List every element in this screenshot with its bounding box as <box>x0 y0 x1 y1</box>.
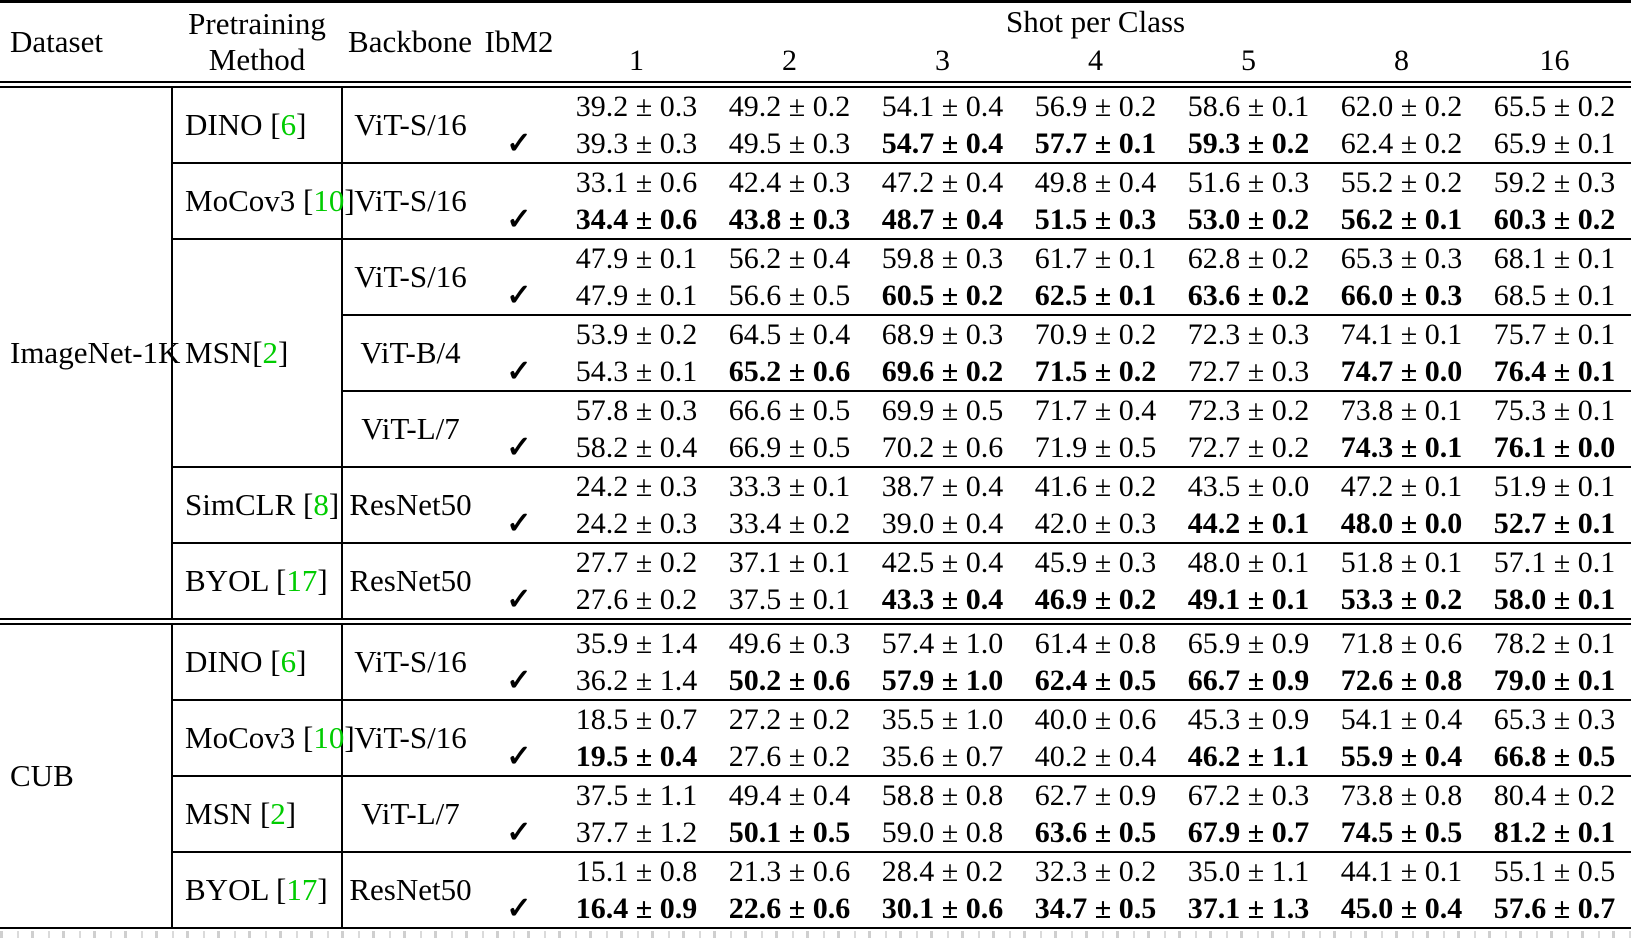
score-cell: 37.5 ± 1.1 <box>560 776 713 814</box>
score-cell: 58.2 ± 0.4 <box>575 430 698 464</box>
backbone-cell: ViT-L/7 <box>342 391 478 467</box>
method-label: MSN[ <box>185 335 263 370</box>
score-cell: 56.6 ± 0.5 <box>728 278 851 312</box>
shot-per-class-group-header: Shot per Class <box>1005 4 1186 39</box>
citation-number: 2 <box>270 796 286 831</box>
shot-count-header: 4 <box>1019 41 1172 85</box>
score-cell: 48.7 ± 0.4 <box>881 202 1004 236</box>
backbone-column-header: Backbone <box>348 24 472 59</box>
score-cell: 54.1 ± 0.4 <box>881 89 1004 123</box>
score-cell: 68.9 ± 0.3 <box>866 315 1019 353</box>
score-cell: 42.4 ± 0.3 <box>713 163 866 201</box>
score-cell: 56.9 ± 0.2 <box>1034 89 1157 123</box>
method-label: DINO [ <box>185 107 281 142</box>
clipped-caption-strip <box>0 931 1631 938</box>
dataset-cell: CUB <box>0 622 172 929</box>
score-cell: 44.1 ± 0.1 <box>1325 852 1478 890</box>
method-label-close: ] <box>278 335 289 370</box>
method-label: DINO [ <box>185 644 281 679</box>
score-cell: 15.1 ± 0.8 <box>560 852 713 890</box>
score-cell: 60.5 ± 0.2 <box>881 278 1004 312</box>
score-cell: 54.7 ± 0.4 <box>881 126 1004 160</box>
score-cell: 58.0 ± 0.1 <box>1493 582 1616 616</box>
score-cell: 45.0 ± 0.4 <box>1340 891 1463 925</box>
score-cell: 50.1 ± 0.5 <box>728 815 851 849</box>
score-cell: 40.2 ± 0.4 <box>1034 739 1157 773</box>
score-cell: 60.3 ± 0.2 <box>1493 202 1616 236</box>
score-cell: 38.7 ± 0.4 <box>866 467 1019 505</box>
ibm2-empty-cell <box>478 467 560 505</box>
score-cell: 66.6 ± 0.5 <box>713 391 866 429</box>
ibm2-checkmark-cell: ✓ <box>506 431 532 464</box>
score-cell: 18.5 ± 0.7 <box>560 700 713 738</box>
backbone-cell: ViT-S/16 <box>354 107 467 142</box>
score-cell: 62.4 ± 0.5 <box>1034 663 1157 697</box>
score-cell: 65.3 ± 0.3 <box>1478 700 1631 738</box>
backbone-cell: ResNet50 <box>342 467 478 543</box>
score-cell: 69.6 ± 0.2 <box>881 354 1004 388</box>
score-cell: 22.6 ± 0.6 <box>728 891 851 925</box>
score-cell: 49.1 ± 0.1 <box>1187 582 1310 616</box>
score-cell: 16.4 ± 0.9 <box>575 891 698 925</box>
score-cell: 35.0 ± 1.1 <box>1172 852 1325 890</box>
shot-count-header: 16 <box>1478 41 1631 85</box>
score-cell: 68.1 ± 0.1 <box>1478 239 1631 277</box>
ibm2-empty-cell <box>478 776 560 814</box>
score-cell: 35.6 ± 0.7 <box>881 739 1004 773</box>
score-cell: 76.4 ± 0.1 <box>1493 354 1616 388</box>
score-cell: 74.1 ± 0.1 <box>1325 315 1478 353</box>
score-cell: 48.0 ± 0.0 <box>1340 506 1463 540</box>
score-cell: 59.3 ± 0.2 <box>1187 126 1310 160</box>
score-cell: 33.4 ± 0.2 <box>728 506 851 540</box>
backbone-cell: ResNet50 <box>342 543 478 622</box>
ibm2-empty-cell <box>478 85 560 126</box>
score-cell: 76.1 ± 0.0 <box>1493 430 1616 464</box>
shot-count-header: 1 <box>560 41 713 85</box>
method-label: BYOL [ <box>185 563 287 598</box>
score-cell: 62.8 ± 0.2 <box>1172 239 1325 277</box>
ibm2-checkmark-cell: ✓ <box>506 355 532 388</box>
score-cell: 37.1 ± 1.3 <box>1187 891 1310 925</box>
score-cell: 73.8 ± 0.8 <box>1325 776 1478 814</box>
method-label: MoCov3 [ <box>185 183 314 218</box>
ibm2-checkmark-cell: ✓ <box>506 507 532 540</box>
ibm2-empty-cell <box>478 239 560 277</box>
score-cell: 47.2 ± 0.1 <box>1325 467 1478 505</box>
score-cell: 56.2 ± 0.4 <box>713 239 866 277</box>
ibm2-empty-cell <box>478 622 560 663</box>
pretraining-method-cell <box>172 85 342 164</box>
score-cell: 75.7 ± 0.1 <box>1478 315 1631 353</box>
pretraining-method-cell <box>172 543 342 622</box>
backbone-cell: ViT-B/4 <box>342 315 478 391</box>
citation-number: 10 <box>313 720 345 755</box>
citation-number: 8 <box>313 487 329 522</box>
score-cell: 65.5 ± 0.2 <box>1493 89 1616 123</box>
score-cell: 57.9 ± 1.0 <box>881 663 1004 697</box>
header-row-top <box>0 2 1631 42</box>
score-cell: 45.9 ± 0.3 <box>1019 543 1172 581</box>
method-label-close: ] <box>344 183 355 218</box>
ibm2-checkmark-cell: ✓ <box>506 816 532 849</box>
score-cell: 53.9 ± 0.2 <box>560 315 713 353</box>
score-cell: 66.8 ± 0.5 <box>1493 739 1616 773</box>
ibm2-checkmark-cell: ✓ <box>506 583 532 616</box>
method-label: SimCLR [ <box>185 487 314 522</box>
table-row <box>0 85 1631 126</box>
method-label: MoCov3 [ <box>185 720 314 755</box>
score-cell: 55.9 ± 0.4 <box>1340 739 1463 773</box>
score-cell: 42.0 ± 0.3 <box>1034 506 1157 540</box>
ibm2-empty-cell <box>478 700 560 738</box>
shot-count-header: 3 <box>866 41 1019 85</box>
score-cell: 61.7 ± 0.1 <box>1019 239 1172 277</box>
method-label-close: ] <box>317 563 328 598</box>
score-cell: 34.7 ± 0.5 <box>1034 891 1157 925</box>
citation-number: 6 <box>280 107 297 142</box>
score-cell: 24.2 ± 0.3 <box>560 467 713 505</box>
score-cell: 27.6 ± 0.2 <box>575 582 698 616</box>
table-body <box>0 85 1631 929</box>
score-cell: 32.3 ± 0.2 <box>1019 852 1172 890</box>
ibm2-checkmark-cell: ✓ <box>506 892 532 925</box>
score-cell: 45.3 ± 0.9 <box>1172 700 1325 738</box>
score-cell: 47.9 ± 0.1 <box>560 239 713 277</box>
score-cell: 43.8 ± 0.3 <box>728 202 851 236</box>
citation-number: 17 <box>286 563 318 598</box>
ibm2-checkmark-cell: ✓ <box>506 740 532 773</box>
score-cell: 61.4 ± 0.8 <box>1019 622 1172 663</box>
table-row <box>0 852 1631 890</box>
dataset-column-header: Dataset <box>10 24 103 59</box>
pretraining-method-cell <box>172 163 355 239</box>
pretraining-header-line1: Pretraining <box>188 6 326 42</box>
score-cell: 71.9 ± 0.5 <box>1034 430 1157 464</box>
ibm2-checkmark-cell: ✓ <box>506 203 532 236</box>
shot-count-header: 8 <box>1325 41 1478 85</box>
score-cell: 51.6 ± 0.3 <box>1172 163 1325 201</box>
score-cell: 74.7 ± 0.0 <box>1340 354 1463 388</box>
score-cell: 53.0 ± 0.2 <box>1187 202 1310 236</box>
citation-number: 6 <box>280 644 297 679</box>
ibm2-empty-cell <box>478 163 560 201</box>
citation-number: 2 <box>262 335 279 370</box>
score-cell: 27.7 ± 0.2 <box>560 543 713 581</box>
pretraining-method-cell <box>172 622 342 701</box>
score-cell: 66.0 ± 0.3 <box>1340 278 1463 312</box>
score-cell: 66.7 ± 0.9 <box>1187 663 1310 697</box>
score-cell: 27.2 ± 0.2 <box>713 700 866 738</box>
score-cell: 66.9 ± 0.5 <box>728 430 851 464</box>
pretraining-method-cell <box>172 776 342 852</box>
pretraining-method-cell <box>172 700 355 776</box>
score-cell: 74.5 ± 0.5 <box>1340 815 1463 849</box>
score-cell: 69.9 ± 0.5 <box>866 391 1019 429</box>
citation-number: 17 <box>286 872 318 907</box>
score-cell: 63.6 ± 0.2 <box>1187 278 1310 312</box>
score-cell: 51.5 ± 0.3 <box>1034 202 1157 236</box>
method-label: BYOL [ <box>185 872 287 907</box>
score-cell: 49.4 ± 0.4 <box>713 776 866 814</box>
score-cell: 78.2 ± 0.1 <box>1478 622 1631 663</box>
score-cell: 49.2 ± 0.2 <box>728 89 851 123</box>
score-cell: 42.5 ± 0.4 <box>866 543 1019 581</box>
score-cell: 58.8 ± 0.8 <box>866 776 1019 814</box>
ibm2-checkmark-cell: ✓ <box>506 664 532 697</box>
table-row <box>0 543 1631 581</box>
backbone-cell: ViT-S/16 <box>342 239 478 315</box>
score-cell: 71.5 ± 0.2 <box>1034 354 1157 388</box>
score-cell: 50.2 ± 0.6 <box>728 663 851 697</box>
score-cell: 43.5 ± 0.0 <box>1172 467 1325 505</box>
score-cell: 57.4 ± 1.0 <box>866 622 1019 663</box>
score-cell: 43.3 ± 0.4 <box>881 582 1004 616</box>
score-cell: 51.8 ± 0.1 <box>1325 543 1478 581</box>
score-cell: 47.9 ± 0.1 <box>575 278 698 312</box>
score-cell: 48.0 ± 0.1 <box>1172 543 1325 581</box>
score-cell: 67.2 ± 0.3 <box>1172 776 1325 814</box>
score-cell: 41.6 ± 0.2 <box>1019 467 1172 505</box>
score-cell: 51.9 ± 0.1 <box>1478 467 1631 505</box>
shot-count-header: 2 <box>713 41 866 85</box>
score-cell: 56.2 ± 0.1 <box>1340 202 1463 236</box>
score-cell: 40.0 ± 0.6 <box>1019 700 1172 738</box>
score-cell: 49.5 ± 0.3 <box>728 126 851 160</box>
score-cell: 33.3 ± 0.1 <box>713 467 866 505</box>
score-cell: 39.2 ± 0.3 <box>575 89 698 123</box>
pretraining-method-cell <box>172 467 342 543</box>
pretraining-method-column-header <box>172 2 342 85</box>
score-cell: 54.1 ± 0.4 <box>1325 700 1478 738</box>
score-cell: 49.8 ± 0.4 <box>1019 163 1172 201</box>
table-row <box>0 776 1631 814</box>
score-cell: 57.7 ± 0.1 <box>1034 126 1157 160</box>
table-row <box>0 700 1631 738</box>
pretraining-header-line2: Method <box>208 42 306 77</box>
score-cell: 46.2 ± 1.1 <box>1187 739 1310 773</box>
ibm2-empty-cell <box>478 391 560 429</box>
backbone-cell: ViT-S/16 <box>342 700 478 776</box>
score-cell: 59.0 ± 0.8 <box>881 815 1004 849</box>
ibm2-empty-cell <box>478 315 560 353</box>
score-cell: 21.3 ± 0.6 <box>713 852 866 890</box>
score-cell: 72.7 ± 0.3 <box>1187 354 1310 388</box>
score-cell: 57.6 ± 0.7 <box>1493 891 1616 925</box>
citation-number: 10 <box>313 183 345 218</box>
table-row <box>0 622 1631 663</box>
ibm2-empty-cell <box>478 543 560 581</box>
score-cell: 37.7 ± 1.2 <box>575 815 698 849</box>
score-cell: 24.2 ± 0.3 <box>575 506 698 540</box>
score-cell: 33.1 ± 0.6 <box>560 163 713 201</box>
score-cell: 74.3 ± 0.1 <box>1340 430 1463 464</box>
method-label-close: ] <box>328 487 340 522</box>
score-cell: 62.7 ± 0.9 <box>1019 776 1172 814</box>
score-cell: 63.6 ± 0.5 <box>1034 815 1157 849</box>
score-cell: 68.5 ± 0.1 <box>1493 278 1616 312</box>
score-cell: 35.5 ± 1.0 <box>866 700 1019 738</box>
score-cell: 62.4 ± 0.2 <box>1340 126 1463 160</box>
ibm2-checkmark-cell: ✓ <box>506 127 532 160</box>
table-row <box>0 467 1631 505</box>
method-label-close: ] <box>317 872 328 907</box>
score-cell: 37.5 ± 0.1 <box>728 582 851 616</box>
score-cell: 65.3 ± 0.3 <box>1325 239 1478 277</box>
score-cell: 64.5 ± 0.4 <box>713 315 866 353</box>
score-cell: 55.2 ± 0.2 <box>1325 163 1478 201</box>
score-cell: 53.3 ± 0.2 <box>1340 582 1463 616</box>
ibm2-checkmark-cell: ✓ <box>506 279 532 312</box>
score-cell: 79.0 ± 0.1 <box>1493 663 1616 697</box>
score-cell: 80.4 ± 0.2 <box>1478 776 1631 814</box>
score-cell: 65.2 ± 0.6 <box>728 354 851 388</box>
score-cell: 30.1 ± 0.6 <box>881 891 1004 925</box>
method-label-close: ] <box>344 720 355 755</box>
score-cell: 81.2 ± 0.1 <box>1493 815 1616 849</box>
pretraining-method-cell <box>172 239 342 467</box>
score-cell: 75.3 ± 0.1 <box>1478 391 1631 429</box>
score-cell: 54.3 ± 0.1 <box>575 354 698 388</box>
backbone-cell: ResNet50 <box>342 852 478 928</box>
score-cell: 73.8 ± 0.1 <box>1325 391 1478 429</box>
shot-count-header: 5 <box>1172 41 1325 85</box>
score-cell: 49.6 ± 0.3 <box>713 622 866 663</box>
score-cell: 62.0 ± 0.2 <box>1340 89 1463 123</box>
score-cell: 35.9 ± 1.4 <box>560 622 713 663</box>
score-cell: 72.3 ± 0.2 <box>1172 391 1325 429</box>
score-cell: 57.1 ± 0.1 <box>1478 543 1631 581</box>
score-cell: 65.9 ± 0.9 <box>1172 622 1325 663</box>
score-cell: 52.7 ± 0.1 <box>1493 506 1616 540</box>
ibm2-column-header: IbM2 <box>484 24 554 59</box>
ibm2-empty-cell <box>478 852 560 890</box>
backbone-cell: ViT-S/16 <box>342 163 478 239</box>
score-cell: 72.3 ± 0.3 <box>1172 315 1325 353</box>
method-label-close: ] <box>296 644 307 679</box>
score-cell: 44.2 ± 0.1 <box>1187 506 1310 540</box>
score-cell: 27.6 ± 0.2 <box>728 739 851 773</box>
score-cell: 62.5 ± 0.1 <box>1034 278 1157 312</box>
method-label-close: ] <box>296 107 307 142</box>
table-header <box>0 2 1631 85</box>
score-cell: 46.9 ± 0.2 <box>1034 582 1157 616</box>
table-row <box>0 163 1631 201</box>
score-cell: 59.2 ± 0.3 <box>1478 163 1631 201</box>
score-cell: 71.8 ± 0.6 <box>1325 622 1478 663</box>
score-cell: 71.7 ± 0.4 <box>1019 391 1172 429</box>
score-cell: 55.1 ± 0.5 <box>1478 852 1631 890</box>
score-cell: 72.6 ± 0.8 <box>1340 663 1463 697</box>
method-label-close: ] <box>285 796 297 831</box>
score-cell: 70.2 ± 0.6 <box>881 430 1004 464</box>
score-cell: 57.8 ± 0.3 <box>560 391 713 429</box>
backbone-cell: ViT-L/7 <box>342 776 478 852</box>
score-cell: 70.9 ± 0.2 <box>1019 315 1172 353</box>
score-cell: 67.9 ± 0.7 <box>1187 815 1310 849</box>
score-cell: 28.4 ± 0.2 <box>866 852 1019 890</box>
dataset-cell: ImageNet-1K <box>0 85 172 622</box>
score-cell: 47.2 ± 0.4 <box>866 163 1019 201</box>
score-cell: 59.8 ± 0.3 <box>866 239 1019 277</box>
score-cell: 39.3 ± 0.3 <box>575 126 698 160</box>
table-row <box>0 239 1631 277</box>
score-cell: 65.9 ± 0.1 <box>1493 126 1616 160</box>
pretraining-method-cell <box>172 852 342 928</box>
score-cell: 36.2 ± 1.4 <box>575 663 698 697</box>
score-cell: 58.6 ± 0.1 <box>1187 89 1310 123</box>
score-cell: 19.5 ± 0.4 <box>575 739 698 773</box>
method-label: MSN [ <box>185 796 271 831</box>
score-cell: 34.4 ± 0.6 <box>575 202 698 236</box>
score-cell: 39.0 ± 0.4 <box>881 506 1004 540</box>
backbone-cell: ViT-S/16 <box>342 622 478 701</box>
score-cell: 37.1 ± 0.1 <box>713 543 866 581</box>
score-cell: 72.7 ± 0.2 <box>1187 430 1310 464</box>
